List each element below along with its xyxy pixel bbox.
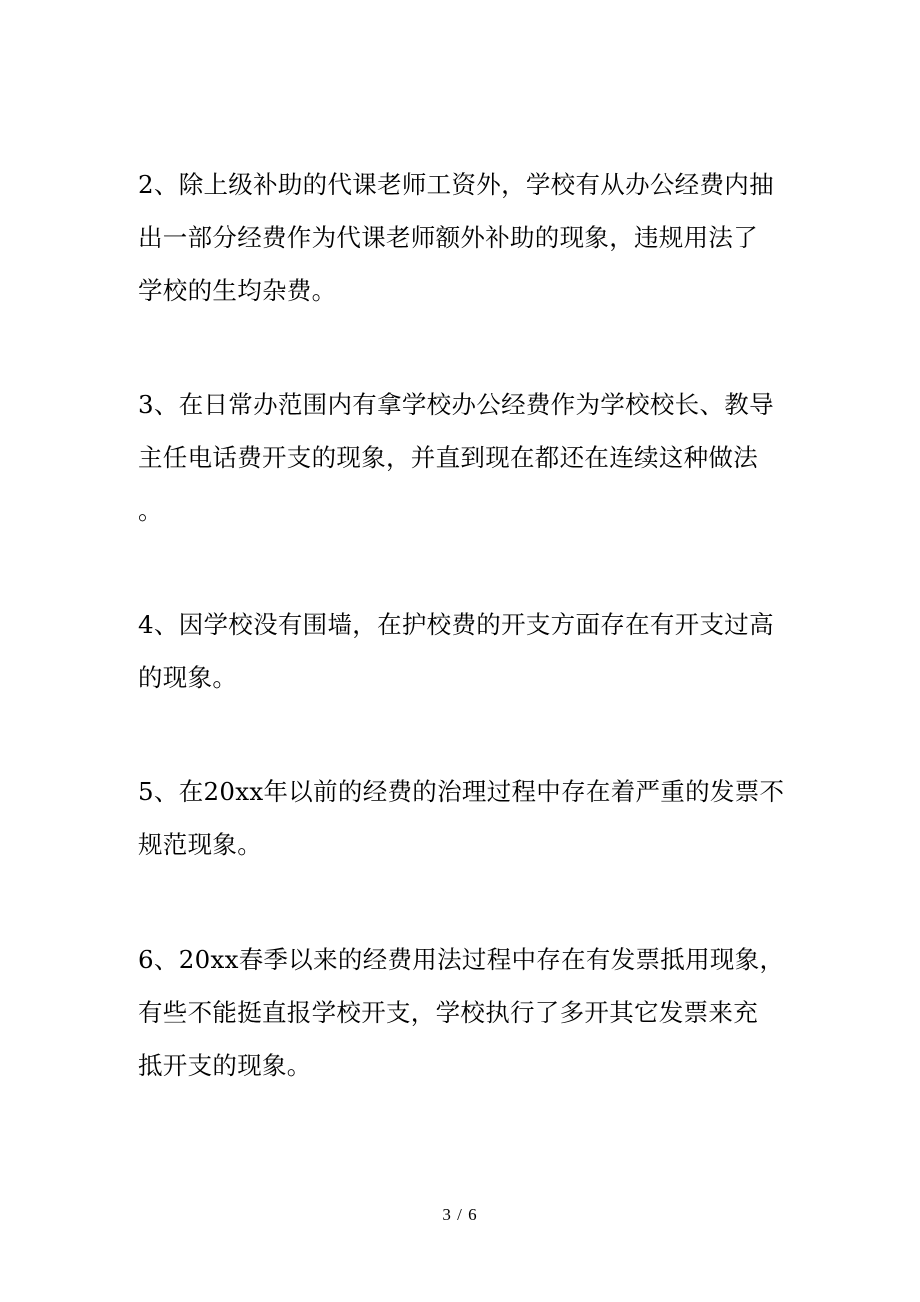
- paragraph-line: 4、因学校没有围墙，在护校费的开支方面存在有开支过高: [138, 610, 774, 639]
- paragraph-line: 出一部分经费作为代课老师额外补助的现象，违规用法了: [138, 223, 758, 252]
- paragraph-line: 5、在20xx年以前的经费的治理过程中存在着严重的发票不: [138, 777, 785, 806]
- paragraph-line: 6、20xx春季以来的经费用法过程中存在有发票抵用现象，: [138, 945, 785, 974]
- paragraph-line: 主任电话费开支的现象，并直到现在都还在连续这种做法: [138, 443, 758, 472]
- paragraph-line: 有些不能挺直报学校开支，学校执行了多开其它发票来充: [138, 998, 758, 1027]
- paragraph-item-5: [138, 765, 788, 871]
- page-number: 3 / 6: [442, 1205, 478, 1224]
- paragraph-item-4: [138, 598, 788, 704]
- paragraph-item-3: [138, 378, 788, 537]
- paragraph-line: 的现象。: [138, 663, 238, 692]
- paragraph-line: 2、除上级补助的代课老师工资外，学校有从办公经费内抽: [138, 170, 774, 199]
- paragraph-line: 学校的生均杂费。: [138, 276, 337, 305]
- paragraph-item-2: [138, 158, 788, 317]
- paragraph-line: 3、在日常办范围内有拿学校办公经费作为学校校长、教导: [138, 390, 774, 419]
- paragraph-line: 。: [138, 496, 163, 525]
- paragraph-line: 抵开支的现象。: [138, 1051, 312, 1080]
- paragraph-item-6: [138, 933, 788, 1092]
- paragraph-line: 规范现象。: [138, 830, 262, 859]
